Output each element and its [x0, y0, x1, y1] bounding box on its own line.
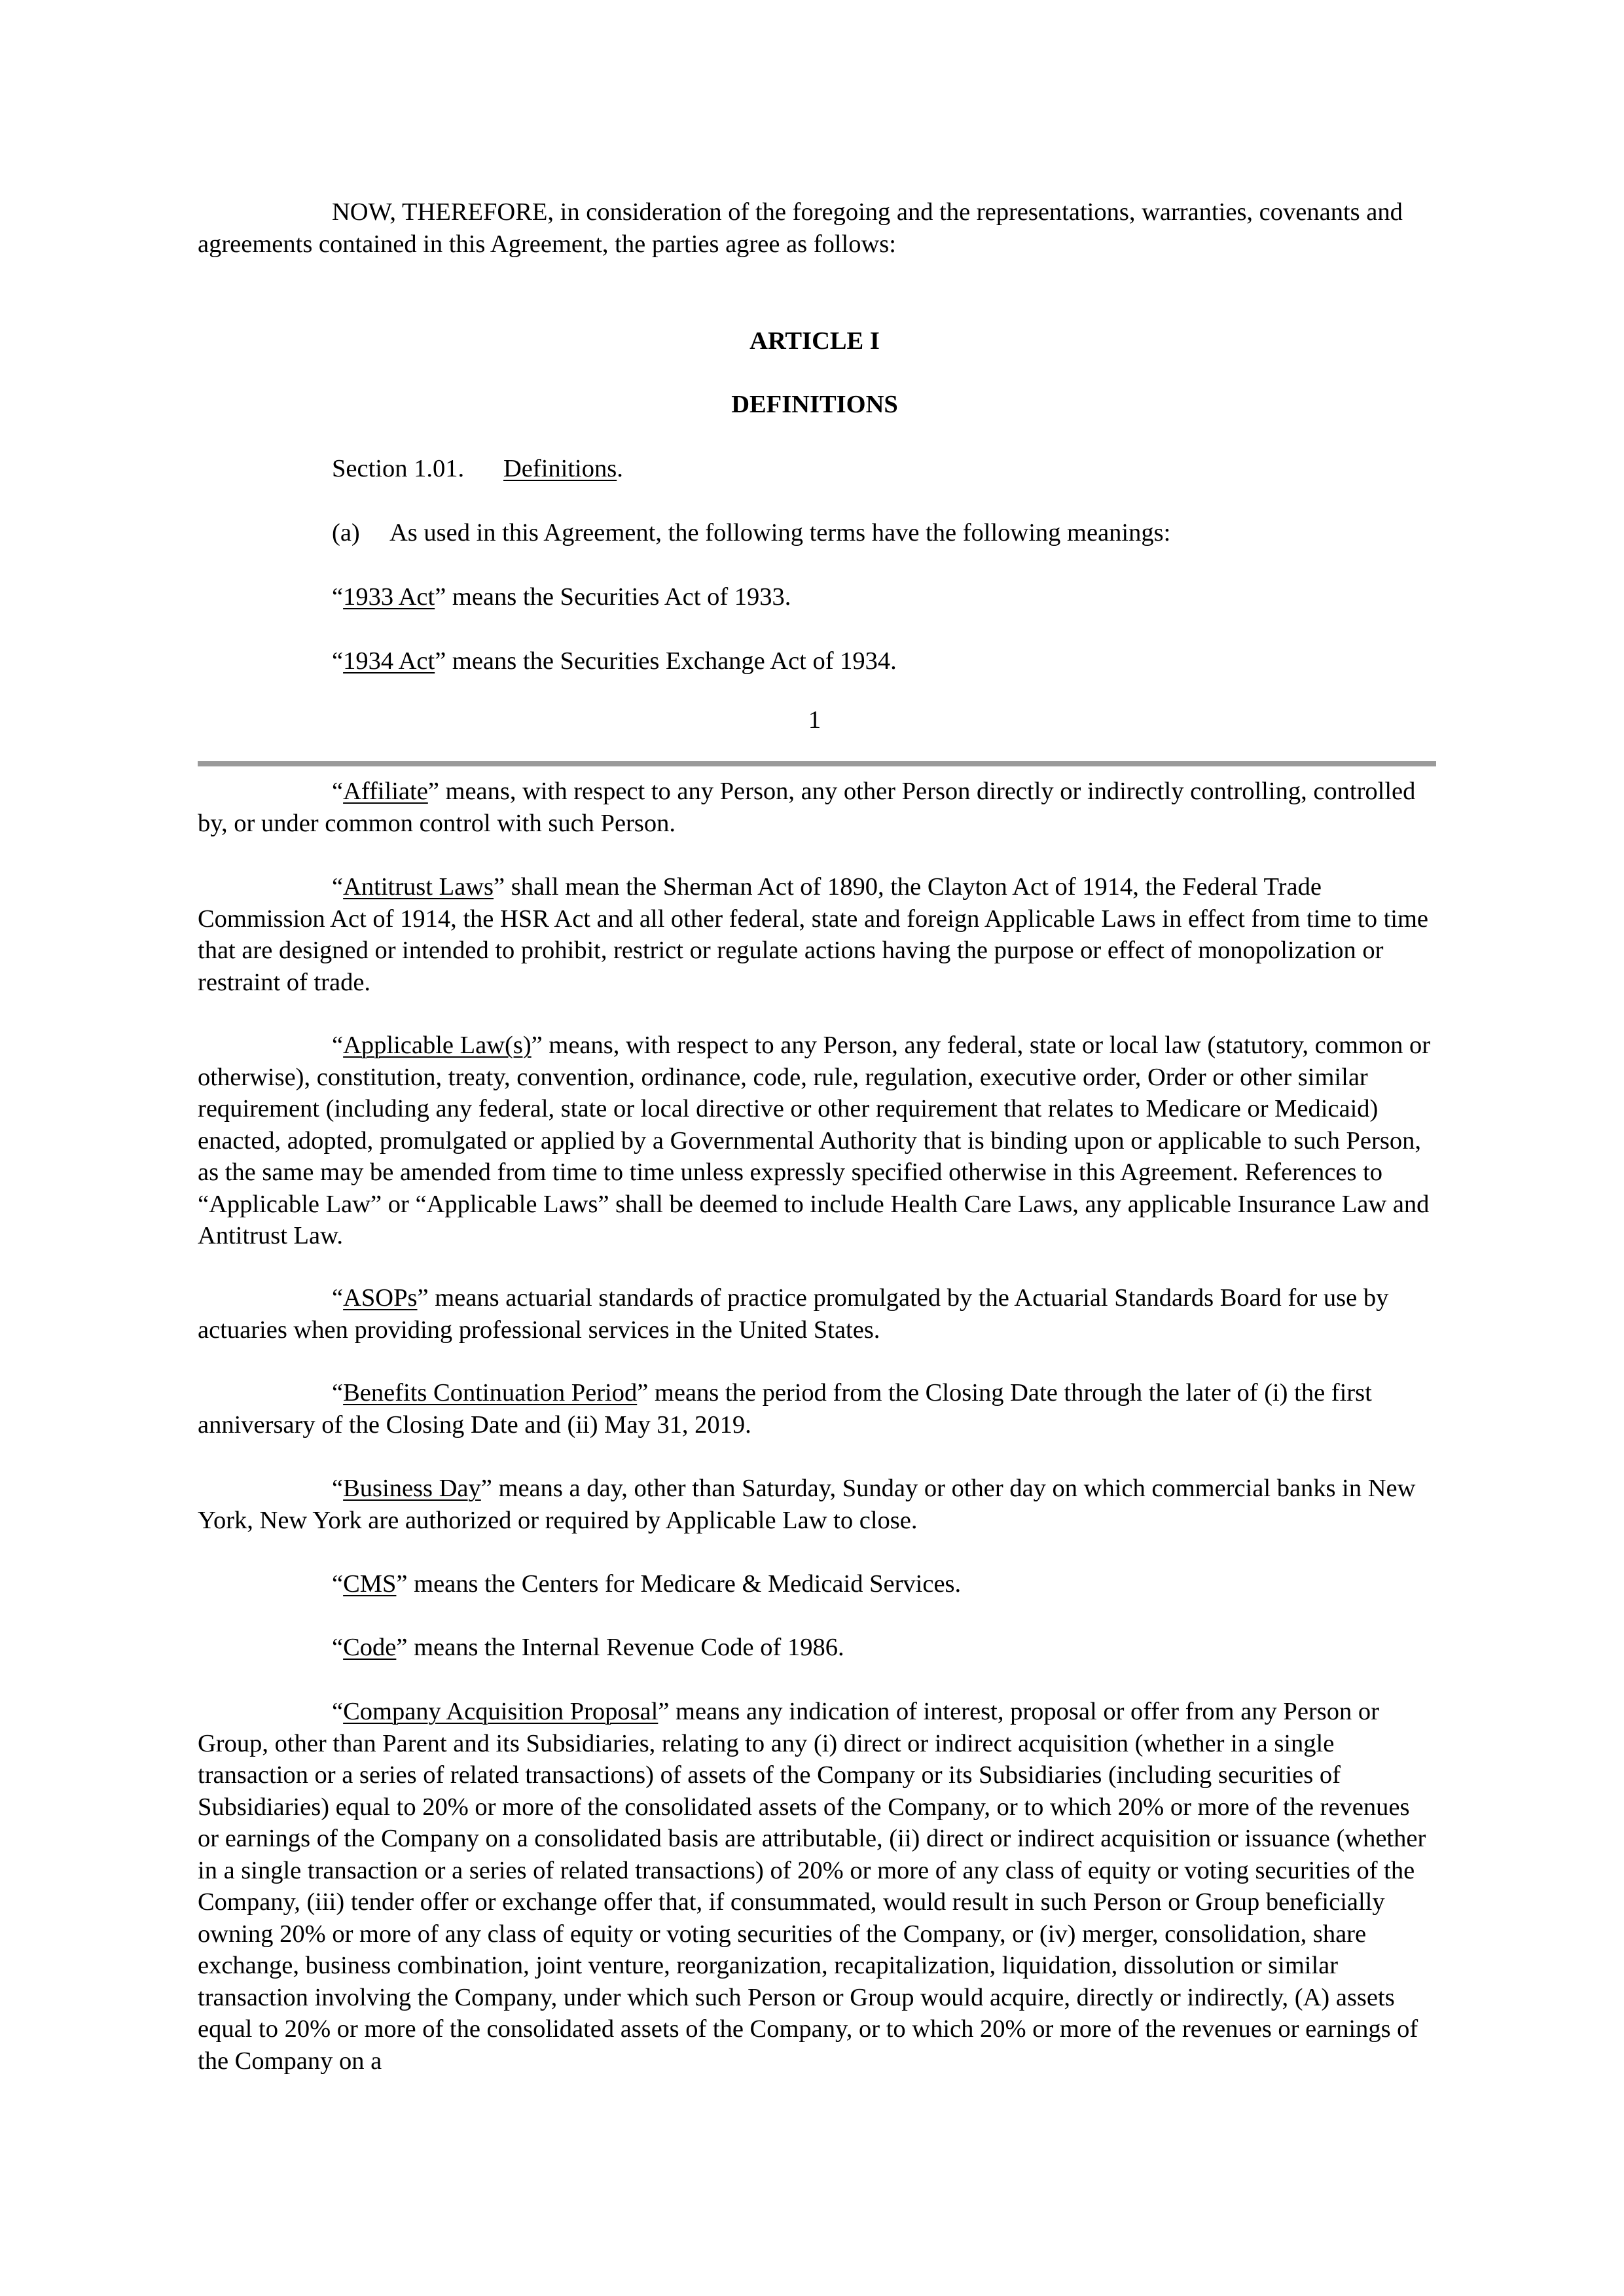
definition-text: ” means the Securities Act of 1933.: [435, 583, 791, 611]
definition-1934-act: “1934 Act” means the Securities Exchange Act of 1934.: [332, 647, 897, 675]
definition-antitrust-laws: “Antitrust Laws” shall mean the Sherman Act of 1890, the Clayton Act of 1914, the Federal Trade Commission Act of 1914, the HSR Act and all other federal, state and foreign Applicable Laws in effect from time to time that are designed or intended to prohibit, restrict or regulate actions having the purpose or effect of monopolization or restraint of trade.: [198, 873, 1428, 996]
definition-cms: “CMS” means the Centers for Medicare & Medicaid Services.: [332, 1570, 962, 1598]
definition-text: ” means, with respect to any Person, any federal, state or local law (statutory, common or otherwise), constitution, treaty, convention, ordinance, code, rule, regulation, executive order, Order or other similar requirement (including any federal, state or local directive or other requirement that relates to Medicare or Medicaid) enacted, adopted, promulgated or applied by a Governmental Authority that is binding upon or applicable to such Person, as the same may be amended from time to time unless expressly specified otherwise in this Agreement. References to “Applicable Law” or “Applicable Laws” shall be deemed to include Health Care Laws, any applicable Insurance Law and Antitrust Law.: [198, 1031, 1431, 1249]
defined-term: CMS: [343, 1570, 397, 1598]
definition-asops: “ASOPs” means actuarial standards of practice promulgated by the Actuarial Standards Board for use by actuaries when providing professional services in the United States.: [198, 1284, 1389, 1344]
definition-text: ” means any indication of interest, proposal or offer from any Person or Group, other than Parent and its Subsidiaries, relating to any (i) direct or indirect acquisition (whether in a single transaction or a series of related transactions) of assets of the Company or its Subsidiaries (including securities of Subsidiaries) equal to 20% or more of the consolidated assets of the Company, or to which 20% or more of the revenues or earnings of the Company on a consolidated basis are attributable, (ii) direct or indirect acquisition or issuance (whether in a single transaction or a series of related transactions) of 20% or more of any class of equity or voting securities of the Company, (iii) tender offer or exchange offer that, if consummated, would result in such Person or Group beneficially owning 20% or more of any class of equity or voting securities of the Company, or (iv) merger, consolidation, share exchange, business combination, joint venture, reorganization, recapitalization, liquidation, dissolution or similar transaction involving the Company, under which such Person or Group would acquire, directly or indirectly, (A) assets equal to 20% or more of the consolidated assets of the Company, or to which 20% or more of the revenues or earnings of the Company on a: [198, 1698, 1426, 2075]
definition-code: “Code” means the Internal Revenue Code of 1986.: [332, 1634, 844, 1661]
definition-affiliate: “Affiliate” means, with respect to any Person, any other Person directly or indirectly controlling, controlled by, or under common control with such Person.: [198, 778, 1416, 837]
definition-text: ” means a day, other than Saturday, Sunday or other day on which commercial banks in New York, New York are authorized or required by Applicable Law to close.: [198, 1475, 1416, 1534]
definition-text: ” means the Securities Exchange Act of 1934.: [435, 647, 897, 675]
defined-term: Code: [343, 1634, 397, 1661]
subsection-a: [332, 517, 1432, 549]
defined-term: Affiliate: [343, 778, 428, 805]
article-label: ARTICLE I: [749, 327, 880, 355]
definition-text: ” means the period from the Closing Date through the later of (i) the first anniversary of the Closing Date and (ii) May 31, 2019.: [198, 1379, 1372, 1439]
defined-term: 1934 Act: [343, 647, 435, 675]
section-number: Section 1.01.: [332, 455, 465, 482]
definition-1933-act: “1933 Act” means the Securities Act of 1933.: [332, 583, 791, 611]
defined-term: 1933 Act: [343, 583, 435, 611]
defined-term: Benefits Continuation Period: [343, 1379, 638, 1407]
defined-term: Antitrust Laws: [343, 873, 494, 901]
defined-term: Business Day: [343, 1475, 481, 1502]
definition-text: ” shall mean the Sherman Act of 1890, the Clayton Act of 1914, the Federal Trade Commission Act of 1914, the HSR Act and all other federal, state and foreign Applicable Laws in effect from time to time that are designed or intended to prohibit, restrict or regulate actions having the purpose or effect of monopolization or restraint of trade.: [198, 873, 1428, 996]
section-heading: [332, 453, 1432, 485]
defined-term: ASOPs: [343, 1284, 418, 1312]
section-title-end: .: [617, 455, 623, 482]
definition-business-day: “Business Day” means a day, other than Saturday, Sunday or other day on which commercial banks in New York, New York are authorized or required by Applicable Law to close.: [198, 1475, 1416, 1534]
defined-term: Applicable Law(s): [343, 1031, 532, 1059]
definition-text: ” means the Centers for Medicare & Medicaid Services.: [396, 1570, 962, 1598]
definition-text: ” means the Internal Revenue Code of 1986.: [396, 1634, 844, 1661]
defined-term: Company Acquisition Proposal: [343, 1698, 659, 1725]
definition-text: ” means, with respect to any Person, any other Person directly or indirectly controlling, controlled by, or under common control with such Person.: [198, 778, 1416, 837]
section-title: Definitions: [503, 455, 617, 482]
article-title: DEFINITIONS: [731, 391, 898, 418]
definition-company-acquisition-proposal: “Company Acquisition Proposal” means any indication of interest, proposal or offer from any Person or Group, other than Parent and its Subsidiaries, relating to any (i) direct or indirect acquisition (whether in a single transaction or a series of related transactions) of assets of the Company or its Subsidiaries (including securities of Subsidiaries) equal to 20% or more of the consolidated assets of the Company, or to which 20% or more of the revenues or earnings of the Company on a consolidated basis are attributable, (ii) direct or indirect acquisition or issuance (whether in a single transaction or a series of related transactions) of 20% or more of any class of equity or voting securities of the Company, (iii) tender offer or exchange offer that, if consummated, would result in such Person or Group beneficially owning 20% or more of any class of equity or voting securities of the Company, or (iv) merger, consolidation, share exchange, business combination, joint venture, reorganization, recapitalization, liquidation, dissolution or similar transaction involving the Company, under which such Person or Group would acquire, directly or indirectly, (A) assets equal to 20% or more of the consolidated assets of the Company, or to which 20% or more of the revenues or earnings of the Company on a: [198, 1698, 1426, 2075]
page-number: 1: [808, 706, 821, 734]
definition-applicable-law: “Applicable Law(s)” means, with respect to any Person, any federal, state or local law (statutory, common or otherwise), constitution, treaty, convention, ordinance, code, rule, regulation, executive order, Order or other similar requirement (including any federal, state or local directive or other requirement that relates to Medicare or Medicaid) enacted, adopted, promulgated or applied by a Governmental Authority that is binding upon or applicable to such Person, as the same may be amended from time to time unless expressly specified otherwise in this Agreement. References to “Applicable Law” or “Applicable Laws” shall be deemed to include Health Care Laws, any applicable Insurance Law and Antitrust Law.: [198, 1031, 1431, 1249]
subsection-a-label: (a): [332, 519, 360, 547]
definition-benefits-continuation-period: “Benefits Continuation Period” means the period from the Closing Date through the later of (i) the first anniversary of the Closing Date and (ii) May 31, 2019.: [198, 1379, 1372, 1439]
page-separator: [198, 761, 1436, 766]
intro-paragraph: NOW, THEREFORE, in consideration of the foregoing and the representations, warranties, covenants and agreements contained in this Agreement, the parties agree as follows:: [198, 198, 1403, 258]
definition-text: ” means actuarial standards of practice promulgated by the Actuarial Standards Board for use by actuaries when providing professional services in the United States.: [198, 1284, 1389, 1344]
subsection-a-text: As used in this Agreement, the following terms have the following meanings:: [389, 519, 1171, 547]
